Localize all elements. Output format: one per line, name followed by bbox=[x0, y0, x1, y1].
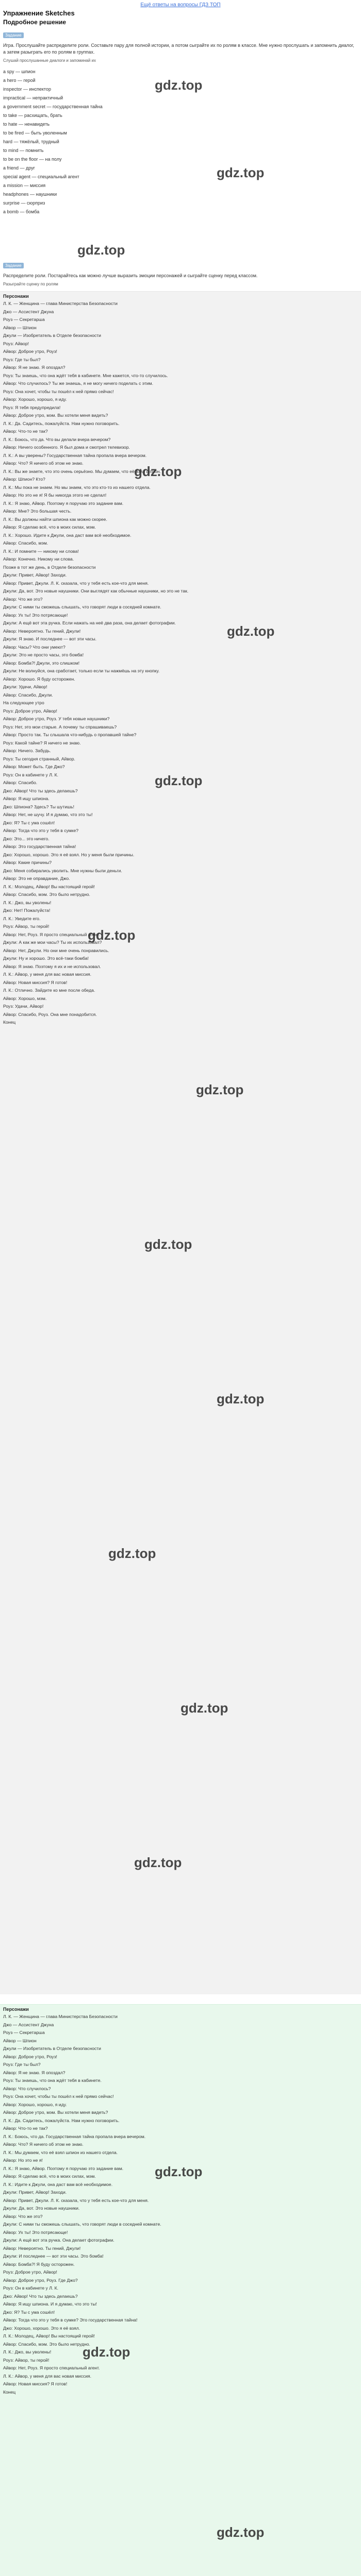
dialogue-line: Роуз: Какой тайне? Я ничего не знаю. bbox=[3, 740, 81, 745]
dialogue-line: Роуз: Айвор! bbox=[3, 341, 29, 346]
dialogue-line: Джули: С ними ты сможешь слышать, что говорят люди в соседней комнате. bbox=[3, 2222, 161, 2227]
dialogue-line: Айвор: Спасибо, мэм. bbox=[3, 540, 48, 546]
page-title: Упражнение Sketches bbox=[3, 9, 75, 17]
dialogue-line: Айвор: Это государственная тайна! bbox=[3, 844, 76, 849]
dialogue-line: Айвор: Ничего. Забудь. bbox=[3, 748, 51, 753]
dialogue-line: Джо: Айвор! Что ты здесь делаешь? bbox=[3, 2293, 78, 2299]
dialogue-line: Айвор: Я ищу шпиона. И я думаю, что это ты! bbox=[3, 2301, 97, 2307]
dialogue-line: Айвор: Хорошо, хорошо, я иду. bbox=[3, 2102, 67, 2107]
dialogue-line: Роуз: Где ты был? bbox=[3, 357, 41, 362]
dialogue-line: Айвор: Конечно. Никому ни слова. bbox=[3, 556, 74, 562]
more-answers-link[interactable]: Ещё ответы на вопросы ГДЗ ТОП bbox=[140, 2, 221, 8]
vocabulary-item: to be fired — быть уволенным bbox=[3, 130, 67, 135]
dialogue-line: Айвор: Нет, не шучу. И я думаю, что это ты! bbox=[3, 812, 93, 817]
vocabulary-item: a mission — миссия bbox=[3, 183, 46, 188]
dialogue-line: Айвор: Доброе утро, мэм. Вы хотели меня видеть? bbox=[3, 413, 108, 418]
dialogue-line: Роуз: Айвор, ты герой! bbox=[3, 924, 50, 929]
dialogue-line: Айвор: Но это не я! bbox=[3, 2158, 43, 2163]
dialogue-line: Айвор: Нет, Джули. Но они мне очень понравились. bbox=[3, 947, 109, 953]
dialogue-line: Роуз: Я тебя предупредила! bbox=[3, 404, 61, 410]
dialogue-line: Л. К.: Я знаю, Айвор. Поэтому я поручаю это задание вам. bbox=[3, 500, 124, 506]
dialogue-line: Роуз: Он в кабинете у Л. К. bbox=[3, 772, 59, 777]
dialogue-line: Айвор: Хорошо, хорошо, я иду. bbox=[3, 397, 67, 402]
dialogue-line: Джули: Привет, Айвор! Заходи. bbox=[3, 2190, 67, 2195]
dialogue-line: Джули: Привет, Айвор! Заходи. bbox=[3, 572, 67, 578]
dialogue-line: Джо: Хорошо, хорошо. Это я её взял. bbox=[3, 2325, 80, 2331]
dialogue-line: Джо: Хорошо, хорошо. Это я её взял. Но у меня были причины. bbox=[3, 852, 135, 857]
watermark: gdz.top bbox=[227, 623, 275, 639]
dialogue-line: Джо: Нет! Пожалуйста! bbox=[3, 908, 51, 913]
dialogue-line: Джо — Ассистент Джуна bbox=[3, 309, 54, 314]
dialogue-line: Л. К.: Джо, вы уволены! bbox=[3, 900, 52, 905]
dialogue-line: Айвор: Я ищу шпиона. bbox=[3, 796, 50, 801]
watermark: gdz.top bbox=[155, 2164, 203, 2179]
dialogue-line: Айвор: Спасибо, Роуз. Она мне понадобится. bbox=[3, 1011, 97, 1017]
vocabulary-item: special agent — специальный агент bbox=[3, 174, 79, 179]
dialogue-line: Л. К.: Боюсь, что да. Государственная тайна пропала вчера вечером. bbox=[3, 2133, 146, 2139]
dialogue-line: Джо — Ассистент Джуна bbox=[3, 2022, 54, 2027]
dialogue-line: Айвор: Я не знаю. Я опоздал? bbox=[3, 2070, 65, 2075]
dialogue-line: Айвор: Но это не я! Я бы никогда этого не сделал! bbox=[3, 493, 107, 498]
dialogue-line: Айвор: Что? Я ничего об этом не знаю. bbox=[3, 461, 84, 466]
dialogue-line: Айвор: Что случилось? bbox=[3, 2086, 51, 2091]
dialogue-line: Джули: Я знаю. И последнее — вот эти часы. bbox=[3, 636, 97, 641]
dialogue-line: Роуз — Секретарша bbox=[3, 317, 45, 322]
dialogue-line: Айвор: Привет, Джули. Л. К. сказала, что у тебя есть кое-что для меня. bbox=[3, 2197, 149, 2203]
dialogue-line: Джули: Удачи, Айвор! bbox=[3, 684, 47, 689]
dialogue-line: Айвор: Доброе утро, мэм. Вы хотели меня видеть? bbox=[3, 2110, 108, 2115]
page-subtitle: Подробное решение bbox=[3, 19, 67, 26]
dialogue-line: Айвор: Ничего особенного. Я был дома и смотрел телевизор. bbox=[3, 445, 130, 450]
dialogue-line: Джо: Меня собирались уволить. Мне нужны были деньги. bbox=[3, 868, 122, 873]
dialogue-line: Роуз: Айвор, ты герой! bbox=[3, 2357, 50, 2363]
dialogue-line: Айвор: Спасибо. bbox=[3, 780, 38, 785]
dialogue-line: Джули: Это не просто часы, это бомба! bbox=[3, 652, 84, 657]
vocabulary-item: to hate — ненавидеть bbox=[3, 122, 50, 127]
dialogue-line: Айвор — Шпион bbox=[3, 325, 37, 330]
vocabulary-item: a friend — друг bbox=[3, 165, 35, 171]
dialogue-line: Позже в тот же день, в Отделе безопасности bbox=[3, 564, 96, 570]
dialogue-line: Джо: Я? Ты с ума сошёл! bbox=[3, 2309, 55, 2315]
dialogue-line: Айвор — Шпион bbox=[3, 2038, 37, 2043]
dialogue-line: Айвор: Доброе утро, Роуз! bbox=[3, 349, 57, 354]
dialogue-line: Айвор: Тогда что это у тебя в сумке? Это государственная тайна! bbox=[3, 2317, 138, 2323]
vocabulary-item: a government secret — государственная тайна bbox=[3, 104, 103, 109]
watermark: gdz.top bbox=[180, 1700, 228, 1716]
dialogue-line: Айвор: Новая миссия? Я готов! bbox=[3, 979, 68, 985]
dialogue-line: Айвор: Что-то не так? bbox=[3, 429, 48, 434]
watermark: gdz.top bbox=[217, 165, 265, 180]
dialogue-line: Л. К.: Айвор, у меня для вас новая миссия. bbox=[3, 2373, 92, 2379]
watermark: gdz.top bbox=[196, 1082, 244, 1097]
dialogue-line: Джули: А ещё вот эта ручка. Если нажать на неё два раза, она делает фотографии. bbox=[3, 620, 176, 625]
dialogue-line: Джули: Да, вот. Это новые наушники. Они выглядят как обычные наушники, но это не так. bbox=[3, 588, 189, 594]
dialogue-line: Айвор: Ух ты! Это потрясающе! bbox=[3, 612, 68, 618]
dialogue-line: Роуз: Доброе утро, Айвор! bbox=[3, 2269, 57, 2275]
dialogue-line: Айвор: Бомба?! Джули, это слишком! bbox=[3, 660, 80, 666]
watermark: gdz.top bbox=[134, 464, 182, 479]
watermark: gdz.top bbox=[77, 242, 125, 258]
vocabulary-item: to be on the floor — на полу bbox=[3, 157, 62, 162]
dialogue-line: Л. К.: Джо, вы уволены! bbox=[3, 2349, 52, 2354]
dialogue-line: Джо: Шпиона? Здесь? Ты шутишь! bbox=[3, 804, 74, 809]
dialogue-line: Л. К.: Молодец, Айвор! Вы настоящий герой! bbox=[3, 2333, 95, 2338]
dialogue-line: Айвор: Нет, Роуз. Я просто специальный агент. bbox=[3, 2365, 100, 2370]
dialogue-line: Айвор: Просто так. Ты слышала что-нибудь о пропавшей тайне? bbox=[3, 732, 137, 737]
task-text: Игра. Прослушайте распределите роли. Составьте пару для полной истории, а потом сыграйте их по ролям в классе. Мне нужно прослушать и запомнить диалог, а затем разыграть его по ролям в группах. bbox=[3, 43, 354, 55]
dialogue-line: Джули: С ними ты сможешь слышать, что говорят люди в соседней комнате. bbox=[3, 604, 161, 609]
dialogue-line: Джули: Не волнуйся, она сработает, только если ты нажмёшь на эту кнопку. bbox=[3, 668, 160, 673]
dialogue-line: Айвор: Часы? Что они умеют? bbox=[3, 644, 65, 650]
dialogue-line: Айвор: Что случилось? Ты же знаешь, я не могу ничего поделать с этим. bbox=[3, 381, 153, 386]
vocabulary-item: impractical — непрактичный bbox=[3, 95, 63, 100]
dialogue-line: Л. К.: Мы пока не знаем. Но мы знаем, что это кто-то из нашего отдела. bbox=[3, 484, 151, 490]
dialogue-line: Л. К. — Женщина — глава Министерства Безопасности bbox=[3, 2014, 118, 2019]
vocabulary-item: inspector — инспектор bbox=[3, 87, 51, 92]
vocabulary-item: a bomb — бомба bbox=[3, 209, 40, 214]
dialogue-line: Айвор: Что же это? bbox=[3, 596, 43, 602]
dialogue-line: Л. К.: Вы должны найти шпиона как можно скорее. bbox=[3, 516, 107, 522]
dialogue-line: Л. К.: Боюсь, что да. Что вы делали вчера вечером? bbox=[3, 436, 111, 442]
dialogue-line: Л. К.: Да. Садитесь, пожалуйста. Нам нужно поговорить. bbox=[3, 2117, 120, 2123]
dialogue-line: Л. К.: Молодец, Айвор! Вы настоящий герой! bbox=[3, 884, 95, 889]
dialogue-line: Айвор: Спасибо, мэм. Это было нетрудно. bbox=[3, 2341, 90, 2347]
watermark: gdz.top bbox=[88, 927, 136, 943]
watermark: gdz.top bbox=[155, 77, 203, 93]
dialogue-line: Л. К.: А вы уверены? Государственная тайна пропала вчера вечером. bbox=[3, 452, 147, 458]
watermark: gdz.top bbox=[134, 1855, 182, 1870]
dialogue-line: Айвор: Спасибо, Джули. bbox=[3, 692, 53, 698]
dialogue-line: Айвор: Привет, Джули. Л. К. сказала, что у тебя есть кое-что для меня. bbox=[3, 580, 149, 586]
answer-block-1 bbox=[0, 291, 361, 1994]
dialogue-line: Джули: Да, вот. Это новые наушники. bbox=[3, 2206, 80, 2211]
dialogue-line: Айвор: Ух ты! Это потрясающе! bbox=[3, 2229, 68, 2235]
vocabulary-item: to mind — помнить bbox=[3, 148, 44, 153]
answer-heading: Персонажи bbox=[3, 2007, 29, 2012]
watermark: gdz.top bbox=[155, 773, 203, 788]
dialogue-line: Айвор: Я сделаю всё, что в моих силах, мэм. bbox=[3, 524, 96, 530]
vocabulary-item: to take — расхищать, брать bbox=[3, 113, 62, 118]
dialogue-line: Айвор: Доброе утро, Роуз. Где Джо? bbox=[3, 2277, 78, 2283]
watermark: gdz.top bbox=[217, 2524, 265, 2540]
watermark: gdz.top bbox=[144, 1236, 192, 1252]
dialogue-line: Роуз: Он в кабинете у Л. К. bbox=[3, 2285, 59, 2291]
vocabulary-item: headphones — наушники bbox=[3, 192, 57, 197]
dialogue-line: Роуз: Нет, это мои старые. А почему ты спрашиваешь? bbox=[3, 724, 117, 730]
vocabulary-item: hard — тяжёлый, трудный bbox=[3, 139, 59, 144]
task-badge: Задание bbox=[3, 263, 24, 268]
dialogue-line: Айвор: Хорошо. Я буду осторожен. bbox=[3, 676, 75, 682]
dialogue-line: Л. К.: Да. Садитесь, пожалуйста. Нам нужно поговорить. bbox=[3, 420, 120, 426]
dialogue-list bbox=[0, 299, 361, 1027]
dialogue-line: Джули: И последнее — вот эти часы. Это бомба! bbox=[3, 2253, 104, 2259]
dialogue-line: Роуз: Удачи, Айвор! bbox=[3, 1004, 44, 1009]
task-1 bbox=[0, 30, 361, 216]
dialogue-line: Л. К.: И помните — никому ни слова! bbox=[3, 548, 79, 554]
dialogue-line: Роуз: Доброе утро, Айвор! bbox=[3, 708, 57, 714]
task-subtext: Слушай прослушанные диалоги и запоминай их bbox=[3, 58, 96, 63]
dialogue-list bbox=[0, 2012, 361, 2396]
dialogue-line: Айвор: Тогда что это у тебя в сумке? bbox=[3, 828, 79, 833]
dialogue-line: Айвор: Шпион? Кто? bbox=[3, 477, 45, 482]
dialogue-line: Айвор: Новая миссия? Я готов! bbox=[3, 2381, 68, 2386]
dialogue-line: Айвор: Мне? Это большая честь. bbox=[3, 509, 72, 514]
dialogue-line: Роуз: Где ты был? bbox=[3, 2062, 41, 2067]
dialogue-line: Л. К.: Вы же знаете, что это очень серьёзно. Мы думаем, что её взял шпион. bbox=[3, 468, 161, 474]
dialogue-line: Джо: Айвор! Что ты здесь делаешь? bbox=[3, 788, 78, 793]
dialogue-line: Джули: А как же мои часы? Ты их использовал? bbox=[3, 940, 102, 945]
dialogue-line: Джо: Я? Ты с ума сошёл! bbox=[3, 820, 55, 825]
task-2 bbox=[0, 260, 361, 287]
task-badge: Задание bbox=[3, 32, 24, 38]
watermark: gdz.top bbox=[83, 2344, 130, 2360]
dialogue-line: Л. К. — Женщина — глава Министерства Безопасности bbox=[3, 301, 118, 306]
dialogue-line: Айвор: Я знаю. Поэтому я их и не использовал. bbox=[3, 963, 101, 969]
dialogue-line: Конец bbox=[3, 1020, 16, 1025]
watermark: gdz.top bbox=[108, 1546, 156, 1561]
dialogue-line: Джули: А ещё вот эта ручка. Она делает фотографии. bbox=[3, 2238, 114, 2243]
dialogue-line: Айвор: Доброе утро, Роуз. У тебя новые наушники? bbox=[3, 716, 110, 721]
dialogue-line: Айвор: Что? Я ничего об этом не знаю. bbox=[3, 2142, 84, 2147]
watermark: gdz.top bbox=[217, 1391, 265, 1406]
dialogue-line: Джули — Изобретатель в Отделе безопасности bbox=[3, 2046, 101, 2051]
vocabulary-item: a spy — шпион bbox=[3, 69, 36, 74]
dialogue-line: Л. К.: Я знаю, Айвор. Поэтому я поручаю это задание вам. bbox=[3, 2165, 124, 2171]
dialogue-line: Роуз: Ты знаешь, что она ждёт тебя в кабинете. bbox=[3, 2078, 102, 2083]
dialogue-line: Джули: Ну и хорошо. Это всё-таки бомба! bbox=[3, 956, 89, 961]
dialogue-line: Л. К.: Идите к Джули, она даст вам всё необходимое. bbox=[3, 2181, 113, 2187]
dialogue-line: Айвор: Я сделаю всё, что в моих силах, мэм. bbox=[3, 2174, 96, 2179]
dialogue-line: Айвор: Нет, Роуз. Я просто специальный агент. bbox=[3, 931, 100, 937]
dialogue-line: Роуз: Ты знаешь, что она ждёт тебя в кабинете. Мне кажется, что-то случилось. bbox=[3, 372, 168, 378]
dialogue-line: Айвор: Что-то не так? bbox=[3, 2126, 48, 2131]
dialogue-line: Айвор: Я не знаю. Я опоздал? bbox=[3, 365, 65, 370]
dialogue-line: Айвор: Какие причины? bbox=[3, 860, 52, 865]
dialogue-line: Айвор: Может быть. Где Джо? bbox=[3, 764, 65, 769]
dialogue-line: Айвор: Что же это? bbox=[3, 2213, 43, 2219]
dialogue-line: Джо: Это... это ничего. bbox=[3, 836, 50, 841]
dialogue-line: Л. К.: Хорошо. Идите к Джули, она даст вам всё необходимое. bbox=[3, 532, 132, 538]
dialogue-line: Роуз: Она хочет, чтобы ты пошёл к ней прямо сейчас! bbox=[3, 388, 114, 394]
dialogue-line: Л. К.: Уведите его. bbox=[3, 916, 41, 921]
answer-heading: Персонажи bbox=[3, 294, 29, 299]
dialogue-line: Роуз — Секретарша bbox=[3, 2030, 45, 2035]
dialogue-line: Роуз: Ты сегодня странный, Айвор. bbox=[3, 756, 75, 761]
dialogue-line: Айвор: Это не оправдание, Джо. bbox=[3, 876, 70, 881]
dialogue-line: Айвор: Спасибо, мэм. Это было нетрудно. bbox=[3, 892, 90, 897]
dialogue-line: Роуз: Она хочет, чтобы ты пошёл к ней прямо сейчас! bbox=[3, 2094, 114, 2099]
dialogue-line: На следующее утро bbox=[3, 700, 44, 705]
dialogue-line: Айвор: Хорошо, мэм. bbox=[3, 995, 47, 1001]
dialogue-line: Л. К.: Мы думаем, что её взял шпион из нашего отдела. bbox=[3, 2149, 118, 2155]
dialogue-line: Айвор: Невероятно. Ты гений, Джули! bbox=[3, 2245, 81, 2251]
dialogue-line: Л. К.: Айвор, у меня для вас новая миссия. bbox=[3, 972, 92, 977]
dialogue-line: Конец bbox=[3, 2389, 16, 2395]
vocabulary-item: a hero — герой bbox=[3, 78, 36, 83]
task-subtext: Разыграйте сценку по ролям bbox=[3, 282, 58, 286]
dialogue-line: Л. К.: Отлично. Зайдите ко мне после обеда. bbox=[3, 988, 95, 993]
dialogue-line: Айвор: Невероятно. Ты гений, Джули! bbox=[3, 628, 81, 634]
dialogue-line: Джули — Изобретатель в Отделе безопасности bbox=[3, 333, 101, 338]
task-text: Распределите роли. Постарайтесь как можно лучше выразить эмоции персонажей и сыграйте сценку перед классом. bbox=[3, 273, 258, 278]
dialogue-line: Айвор: Бомба?! Я буду осторожен. bbox=[3, 2261, 75, 2267]
answer-block-2 bbox=[0, 2004, 361, 2576]
vocabulary-item: surprise — сюрприз bbox=[3, 200, 45, 206]
dialogue-line: Айвор: Доброе утро, Роуз! bbox=[3, 2054, 57, 2059]
